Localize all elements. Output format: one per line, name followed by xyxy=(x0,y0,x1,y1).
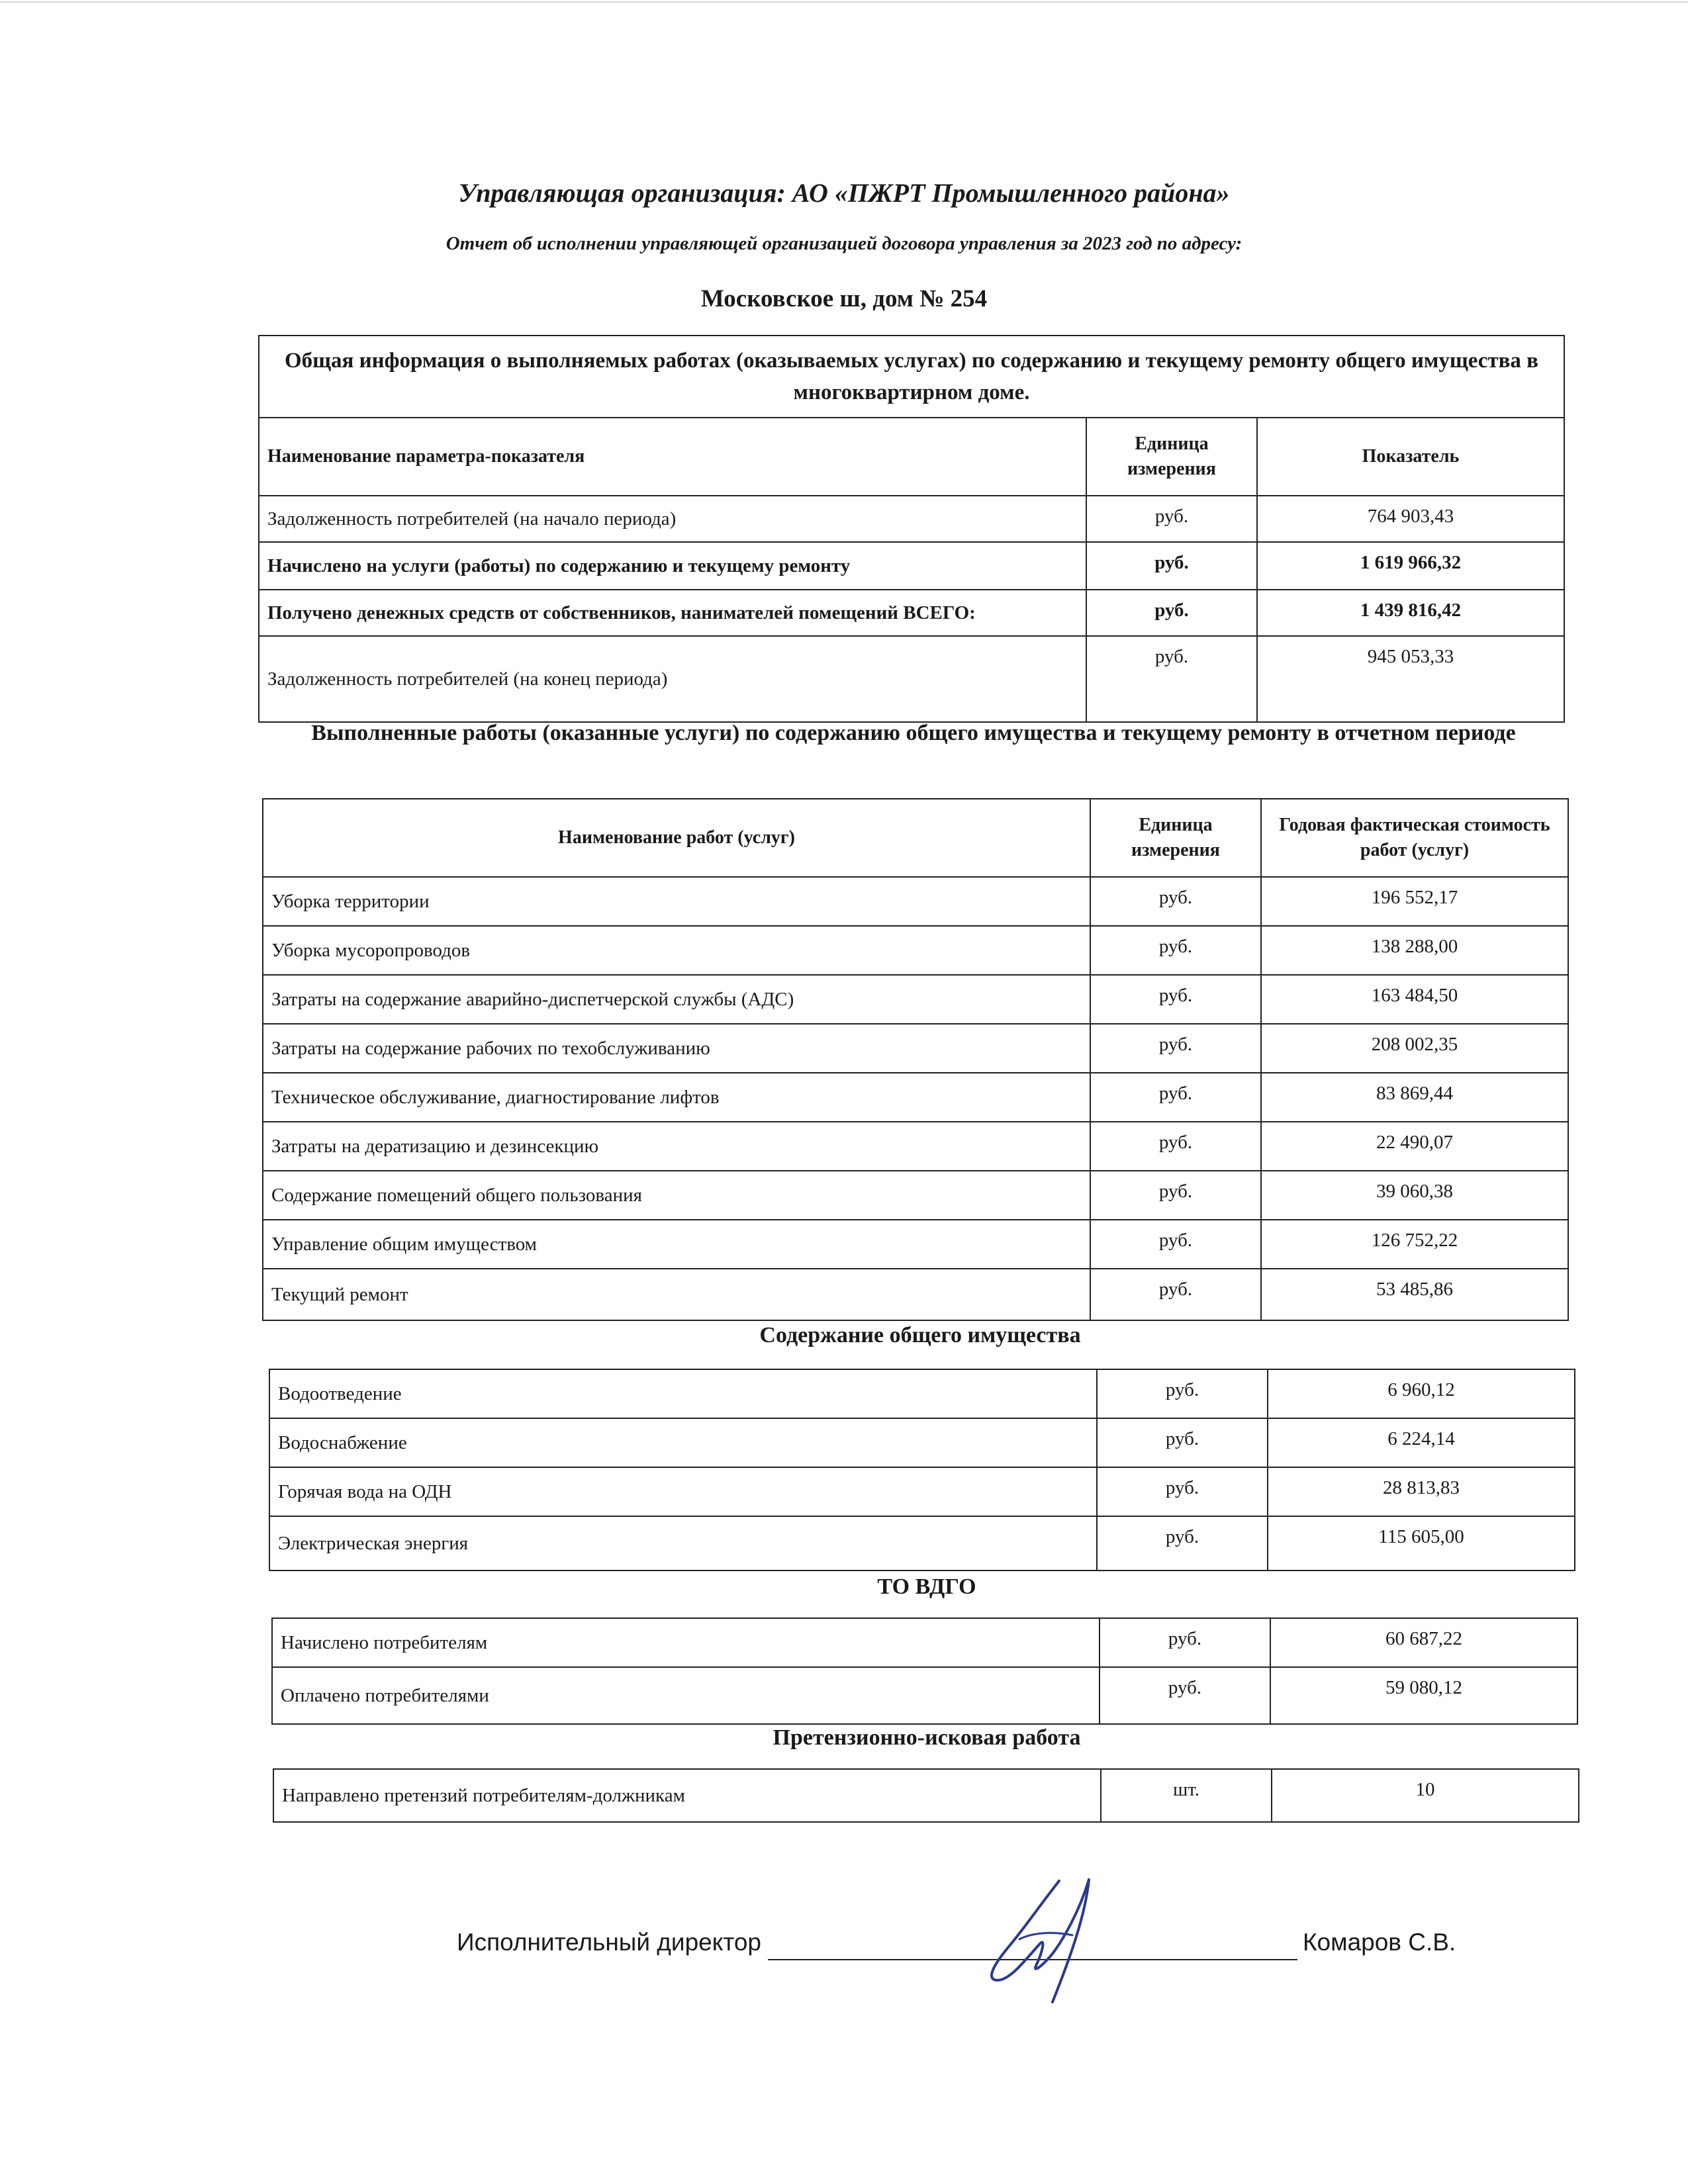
row-unit: руб. xyxy=(1090,1220,1261,1269)
row-value: 10 xyxy=(1272,1769,1579,1822)
table-row xyxy=(269,1418,1575,1467)
row-unit: руб. xyxy=(1090,1073,1261,1122)
row-value: 28 813,83 xyxy=(1268,1467,1575,1516)
signatory-name: Комаров С.В. xyxy=(1303,1929,1456,1956)
row-name: Водоснабжение xyxy=(269,1418,1097,1467)
row-value: 764 903,43 xyxy=(1257,496,1564,542)
row-name: Водоотведение xyxy=(269,1369,1097,1418)
row-unit: руб. xyxy=(1097,1418,1268,1467)
vdgo-table xyxy=(271,1617,1578,1725)
general-info-title-row xyxy=(259,336,1564,418)
row-value: 1 439 816,42 xyxy=(1257,590,1564,636)
table-row xyxy=(263,1024,1568,1073)
row-unit: шт. xyxy=(1101,1769,1272,1822)
row-name: Задолженность потребителей (на начало периода) xyxy=(259,496,1086,542)
row-name: Текущий ремонт xyxy=(263,1269,1090,1320)
column-header: Единица измерения xyxy=(1090,799,1261,877)
row-unit: руб. xyxy=(1100,1667,1270,1724)
row-name: Горячая вода на ОДН xyxy=(269,1467,1097,1516)
row-unit: руб. xyxy=(1090,1024,1261,1073)
row-unit: руб. xyxy=(1090,1171,1261,1220)
row-name: Направлено претензий потребителям-должникам xyxy=(273,1769,1101,1822)
row-value: 196 552,17 xyxy=(1261,877,1568,926)
common-property-table xyxy=(269,1369,1575,1571)
row-value: 138 288,00 xyxy=(1261,926,1568,975)
table-row xyxy=(259,542,1564,590)
row-unit: руб. xyxy=(1086,542,1257,590)
common-property-section-title: Содержание общего имущества xyxy=(759,1323,1081,1347)
row-name: Затраты на дератизацию и дезинсекцию xyxy=(263,1122,1090,1171)
row-unit: руб. xyxy=(1100,1618,1270,1667)
handwritten-signature xyxy=(980,1866,1139,2005)
row-name: Затраты на содержание аварийно-диспетчерской службы (АДС) xyxy=(263,975,1090,1024)
row-value: 53 485,86 xyxy=(1261,1269,1568,1320)
table-row xyxy=(263,1073,1568,1122)
row-unit: руб. xyxy=(1086,496,1257,542)
table-row xyxy=(273,1769,1579,1822)
table-row xyxy=(259,496,1564,542)
row-name: Управление общим имуществом xyxy=(263,1220,1090,1269)
table-row xyxy=(263,877,1568,926)
works-table xyxy=(262,798,1569,1321)
row-unit: руб. xyxy=(1090,1269,1261,1320)
table-row xyxy=(263,1220,1568,1269)
row-unit: руб. xyxy=(1097,1369,1268,1418)
table-row xyxy=(269,1516,1575,1570)
row-unit: руб. xyxy=(1097,1516,1268,1570)
column-header: Наименование параметра-показателя xyxy=(259,418,1086,496)
column-header: Показатель xyxy=(1257,418,1564,496)
row-name: Оплачено потребителями xyxy=(272,1667,1100,1724)
table-row xyxy=(269,1467,1575,1516)
row-unit: руб. xyxy=(1090,975,1261,1024)
organization-title: Управляющая организация: АО «ПЖРТ Промышленного района» xyxy=(458,178,1230,208)
signatory-role: Исполнительный директор xyxy=(457,1929,762,1956)
column-header: Наименование работ (услуг) xyxy=(263,799,1090,877)
row-value: 22 490,07 xyxy=(1261,1122,1568,1171)
table-row xyxy=(259,590,1564,636)
column-header: Годовая фактическая стоимость работ (услуг) xyxy=(1261,799,1568,877)
row-value: 6 960,12 xyxy=(1268,1369,1575,1418)
row-value: 208 002,35 xyxy=(1261,1024,1568,1073)
works-section-title: Выполненные работы (оказанные услуги) по содержанию общего имущества и текущему ремонту в отчетном периоде xyxy=(311,721,1516,745)
row-value: 163 484,50 xyxy=(1261,975,1568,1024)
column-header: Единица измерения xyxy=(1086,418,1257,496)
general-info-table xyxy=(258,335,1565,723)
row-unit: руб. xyxy=(1090,877,1261,926)
claims-section-title: Претензионно-исковая работа xyxy=(773,1725,1081,1750)
row-value: 59 080,12 xyxy=(1270,1667,1577,1724)
row-name: Начислено потребителям xyxy=(272,1618,1100,1667)
claims-table xyxy=(273,1768,1579,1823)
general-info-header-row xyxy=(259,418,1564,496)
row-name: Содержание помещений общего пользования xyxy=(263,1171,1090,1220)
report-title: Отчет об исполнении управляющей организацией договора управления за 2023 год по адресу: xyxy=(445,233,1243,254)
row-name: Уборка территории xyxy=(263,877,1090,926)
row-value: 1 619 966,32 xyxy=(1257,542,1564,590)
row-value: 39 060,38 xyxy=(1261,1171,1568,1220)
row-name: Электрическая энергия xyxy=(269,1516,1097,1570)
row-unit: руб. xyxy=(1090,926,1261,975)
table-row xyxy=(263,975,1568,1024)
row-unit: руб. xyxy=(1090,1122,1261,1171)
row-name: Получено денежных средств от собственников, нанимателей помещений ВСЕГО: xyxy=(259,590,1086,636)
row-name: Техническое обслуживание, диагностирование лифтов xyxy=(263,1073,1090,1122)
table-row xyxy=(263,1122,1568,1171)
row-value: 60 687,22 xyxy=(1270,1618,1577,1667)
table-row xyxy=(269,1369,1575,1418)
scan-edge-line xyxy=(0,1,1688,3)
row-value: 126 752,22 xyxy=(1261,1220,1568,1269)
table-row xyxy=(263,926,1568,975)
row-name: Задолженность потребителей (на конец периода) xyxy=(259,636,1086,722)
row-unit: руб. xyxy=(1086,590,1257,636)
row-name: Начислено на услуги (работы) по содержанию и текущему ремонту xyxy=(259,542,1086,590)
row-unit: руб. xyxy=(1097,1467,1268,1516)
row-value: 6 224,14 xyxy=(1268,1418,1575,1467)
table-row xyxy=(263,1269,1568,1320)
row-value: 945 053,33 xyxy=(1257,636,1564,722)
works-header-row xyxy=(263,799,1568,877)
row-unit: руб. xyxy=(1086,636,1257,722)
address-heading: Московское ш, дом № 254 xyxy=(700,285,988,312)
vdgo-section-title: ТО ВДГО xyxy=(877,1574,976,1599)
row-name: Уборка мусоропроводов xyxy=(263,926,1090,975)
row-value: 115 605,00 xyxy=(1268,1516,1575,1570)
row-name: Затраты на содержание рабочих по техобслуживанию xyxy=(263,1024,1090,1073)
row-value: 83 869,44 xyxy=(1261,1073,1568,1122)
table-row xyxy=(272,1618,1577,1667)
table-row xyxy=(263,1171,1568,1220)
table-row xyxy=(259,636,1564,722)
general-info-title: Общая информация о выполняемых работах (оказываемых услугах) по содержанию и текущему ремонту общего имущества в многоквартирном доме. xyxy=(259,336,1564,418)
signature-block xyxy=(457,1922,1489,1962)
table-row xyxy=(272,1667,1577,1724)
